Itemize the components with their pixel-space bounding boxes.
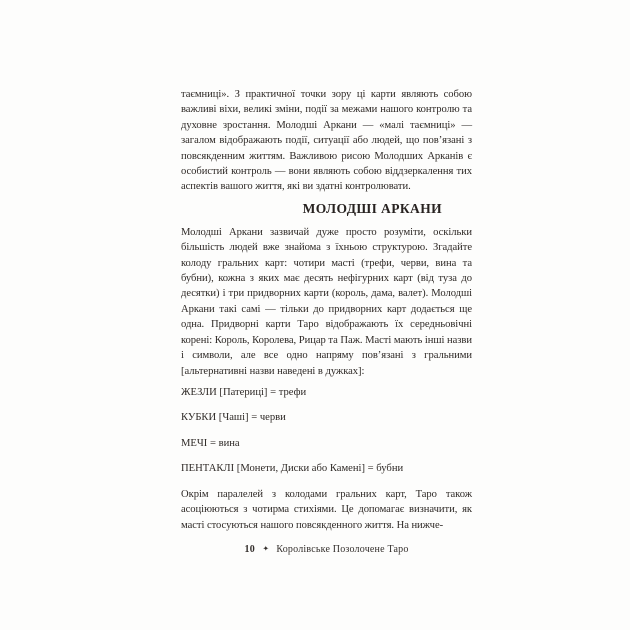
page-footer (181, 543, 472, 556)
suit-equivalence-list (181, 385, 472, 477)
four-pointed-star-icon: ✦ (262, 544, 269, 553)
paragraph-four-elements: Окрім паралелей з колодами гральних карт, Таро також асоціюються з чотирма стихіями. Це допомагає визначити, як масті стосуються нашого повсякденного життя. На нижче- (181, 488, 472, 531)
running-book-title: Королівське Позолочене Таро (276, 544, 409, 555)
paragraph-major-arcana-continuation: таємниці». З практичної точки зору ці карти являють собою важливі віхи, великі зміни, події за межами нашого контролю та духовне зростання. Молодші Аркани — «малі таємниці» — загалом відображають події, ситуації або людей, що пов’язані з повсякденним життям. Важливою рисою Молодших Арканів є особистий контроль — вони являють собою віддзеркалення тих аспектів вашого життя, які ви здатні контролювати. (181, 89, 472, 193)
list-item-swords: МЕЧІ = вина (181, 437, 240, 449)
page-number: 10 (244, 544, 256, 555)
list-item-wands: ЖЕЗЛИ [Патериці] = трефи (181, 386, 307, 398)
text-column (181, 0, 472, 533)
list-item-cups: КУБКИ [Чаші] = черви (181, 412, 286, 424)
list-item-pentacles: ПЕНТАКЛІ [Монети, Диски або Камені] = бубни (181, 463, 404, 475)
section-heading-minor-arcana: МОЛОДШІ АРКАНИ (302, 200, 442, 216)
paragraph-deck-structure: Молодші Аркани зазвичай дуже просто розуміти, оскільки більшість людей вже знайома з їхньою структурою. Згадайте колоду гральних карт: чотири масті (трефи, черви, вина та бубни), кожна з яких має десять нефігурних карт (від туза до десятки) і три придворних карти (король, дама, валет). Молодші Аркани такі самі — тільки до придворних карт додається ще одна. Придворні карти Таро відображають їх середньовічні корені: Король, Королева, Рицар та Паж. Масті мають інші назви і символи, але все одно напряму пов’язані з гральними [альтернативні назви наведені в дужках]: (181, 226, 472, 377)
